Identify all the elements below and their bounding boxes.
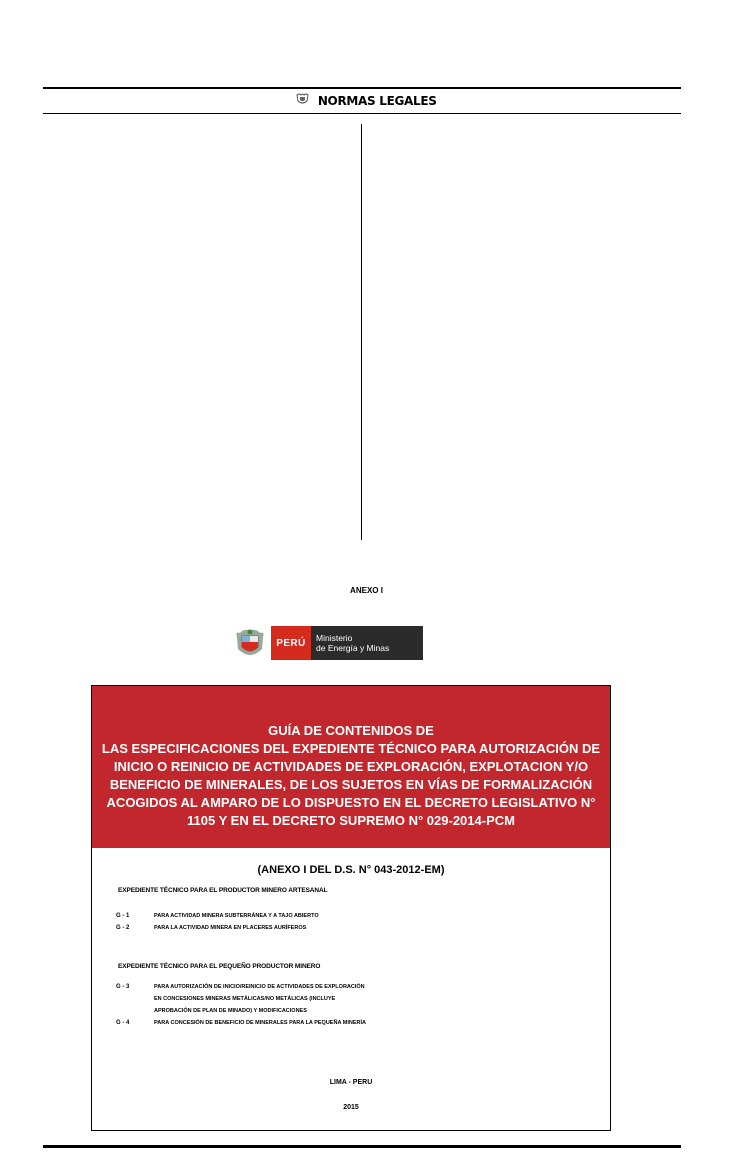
page-header [0, 92, 733, 108]
guide-code: G - 1 [116, 913, 130, 919]
page-title: NORMAS LEGALES [317, 94, 437, 108]
guide-description [154, 981, 365, 1017]
footer-rule [43, 1145, 681, 1148]
ministry-line-2: de Energía y Minas [316, 643, 390, 653]
guide-code: G - 3 [116, 984, 130, 990]
ministry-line-1: Ministerio [316, 633, 353, 643]
publication-place: LIMA - PERU [329, 1079, 373, 1086]
guide-cover [91, 685, 611, 1131]
header-bottom-rule [43, 113, 681, 114]
guide-description-line: APROBACIÓN DE PLAN DE MINADO) Y MODIFICACIONES [154, 1008, 307, 1014]
guide-title-line: 1105 Y EN EL DECRETO SUPREMO N° 029-2014-PCM [187, 813, 515, 828]
guide-title-line: INICIO O REINICIO DE ACTIVIDADES DE EXPLORACIÓN, EXPLOTACION Y/O [113, 759, 589, 774]
guide-title-line: LAS ESPECIFICACIONES DEL EXPEDIENTE TÉCNICO PARA AUTORIZACIÓN DE [101, 741, 601, 756]
header-top-rule [43, 87, 681, 89]
section-heading-artesanal: EXPEDIENTE TÉCNICO PARA EL PRODUCTOR MINERO ARTESANAL [118, 887, 328, 894]
coat-of-arms-icon [296, 92, 309, 110]
guide-title-line: GUÍA DE CONTENIDOS DE [268, 723, 434, 738]
guide-title-band [92, 686, 610, 848]
guide-title-line: BENEFICIO DE MINERALES, DE LOS SUJETOS EN VÍAS DE FORMALIZACIÓN [109, 777, 593, 792]
annex-label: ANEXO I [350, 586, 383, 595]
publication-year: 2015 [343, 1104, 359, 1111]
ministry-name-block [311, 626, 423, 660]
annex-ds-reference: (ANEXO I DEL D.S. N° 043-2012-EM) [257, 864, 445, 876]
guide-description: PARA LA ACTIVIDAD MINERA EN PLACERES AURÍFEROS [154, 925, 307, 931]
guide-description-line: PARA AUTORIZACIÓN DE INICIO/REINICIO DE ACTIVIDADES DE EXPLORACIÓN [154, 984, 365, 990]
guide-description: PARA ACTIVIDAD MINERA SUBTERRÁNEA Y A TAJO ABIERTO [154, 913, 319, 919]
guide-title-line: ACOGIDOS AL AMPARO DE LO DISPUESTO EN EL DECRETO LEGISLATIVO N° [106, 795, 596, 810]
peru-shield-icon [234, 627, 266, 660]
guide-code: G - 2 [116, 925, 130, 931]
guide-description-line: EN CONCESIONES MINERAS METÁLICAS/NO METÁLICAS (INCLUYE [154, 996, 336, 1002]
peru-brand-block: PERÚ [271, 626, 311, 660]
guide-description: PARA CONCESIÓN DE BENEFICIO DE MINERALES PARA LA PEQUEÑA MINERÍA [154, 1020, 366, 1026]
column-divider [361, 124, 362, 540]
guide-code: G - 4 [116, 1020, 130, 1026]
ministry-logo [234, 626, 424, 661]
section-heading-pequeno: EXPEDIENTE TÉCNICO PARA EL PEQUEÑO PRODUCTOR MINERO [118, 963, 321, 970]
